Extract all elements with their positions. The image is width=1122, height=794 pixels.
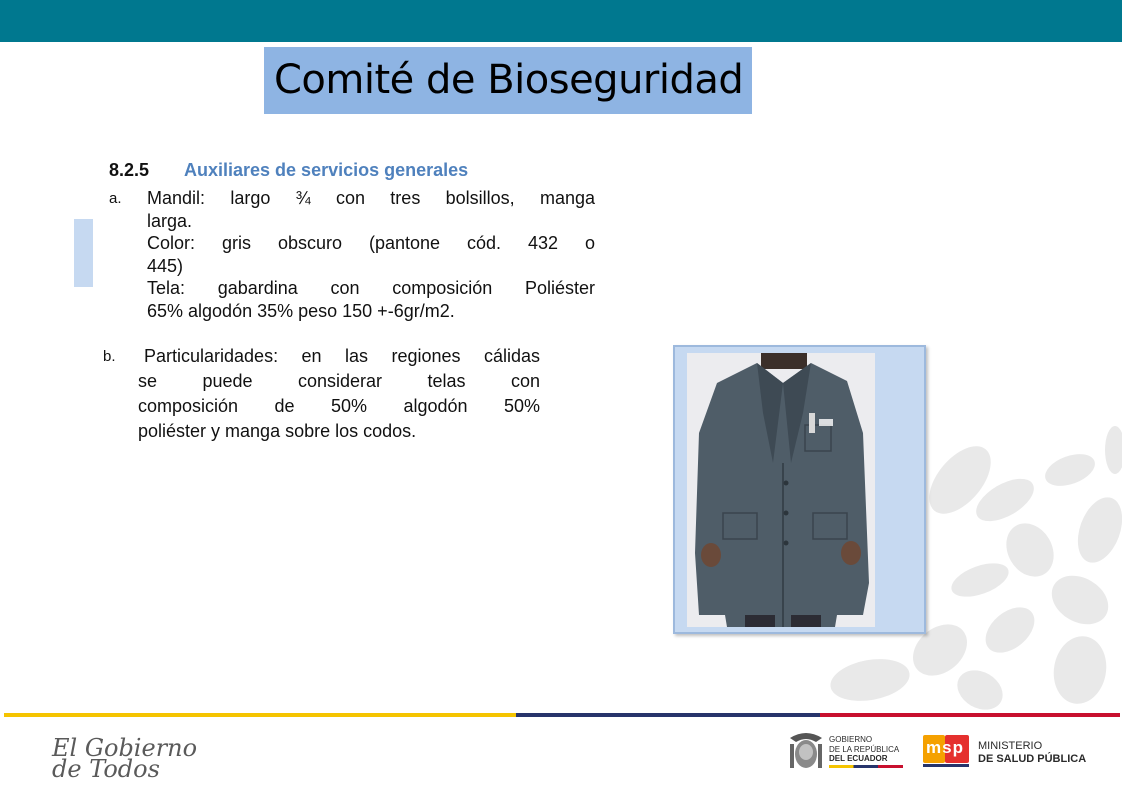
item-a-line: larga. bbox=[147, 211, 193, 231]
item-b-line: poliéster y manga sobre los codos. bbox=[138, 421, 417, 441]
footer-line-red bbox=[820, 713, 1120, 717]
item-a-line: Tela: gabardina con composición Poliéster bbox=[147, 278, 595, 298]
msp-logo-line-1: MINISTERIO bbox=[978, 740, 1043, 752]
msp-logo-icon bbox=[923, 735, 971, 767]
item-a-letter: a. bbox=[109, 190, 122, 207]
section-number: 8.2.5 bbox=[109, 160, 150, 180]
slogan-line-1: El Gobierno bbox=[52, 734, 198, 762]
item-b-line: composición de 50% algodón 50% bbox=[138, 396, 540, 416]
item-b-line: Particularidades: en las regiones cálidas bbox=[144, 346, 540, 366]
gov-logo-line-2: DE LA REPÚBLICA bbox=[829, 744, 900, 754]
footer-line-yellow bbox=[4, 713, 516, 717]
gov-logo-underline bbox=[829, 765, 903, 768]
gov-logo-line-3: DEL ECUADOR bbox=[829, 754, 888, 763]
msp-logo-abbr: msp bbox=[926, 738, 964, 757]
msp-logo-line-2: DE SALUD PÚBLICA bbox=[978, 752, 1087, 765]
page-title: Comité de Bioseguridad bbox=[274, 57, 744, 103]
gov-logo-line-1: GOBIERNO bbox=[829, 735, 873, 744]
side-marker bbox=[74, 219, 93, 287]
gov-logo-text bbox=[829, 735, 899, 764]
section-title: Auxiliares de servicios generales bbox=[184, 160, 469, 180]
item-b-letter: b. bbox=[103, 348, 116, 365]
msp-logo-text bbox=[978, 740, 1086, 765]
item-a-line: 445) bbox=[147, 256, 184, 276]
item-a-line: 65% algodón 35% peso 150 +-6gr/m2. bbox=[147, 301, 455, 321]
slogan-line-2: de Todos bbox=[52, 755, 160, 783]
item-a-line: Color: gris obscuro (pantone cód. 432 o bbox=[147, 233, 595, 253]
lab-coat-photo bbox=[687, 353, 875, 627]
footer-line-blue bbox=[516, 713, 820, 717]
top-bar bbox=[0, 0, 1122, 42]
ecuador-coat-of-arms-icon bbox=[786, 730, 826, 772]
item-a-line: Mandil: largo ¾ con tres bolsillos, manga bbox=[147, 188, 595, 208]
item-b-line: se puede considerar telas con bbox=[138, 371, 540, 391]
